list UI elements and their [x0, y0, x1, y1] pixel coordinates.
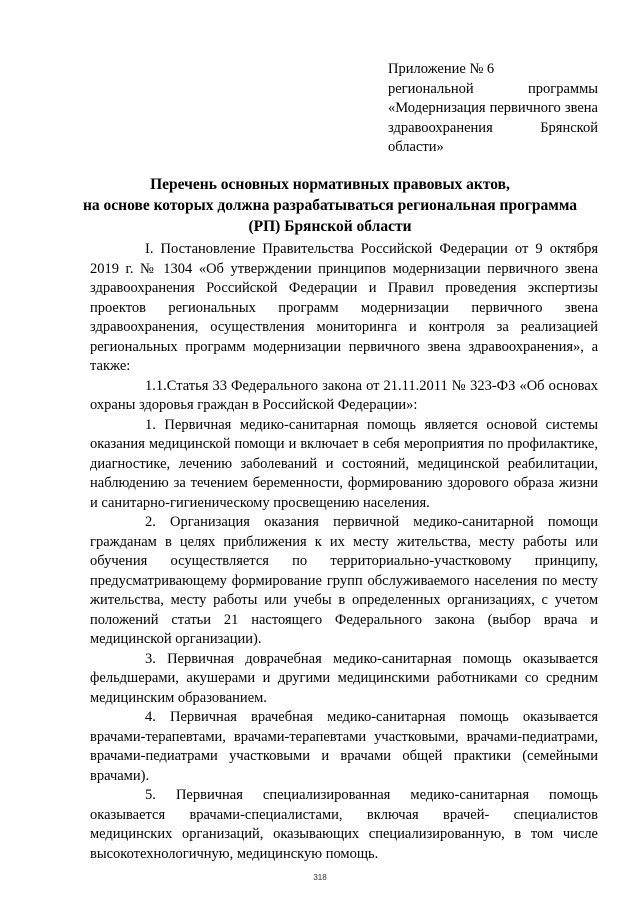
paragraph-article-33: 1.1.Статья 33 Федерального закона от 21.11.2011 № 323-ФЗ «Об основах охраны здоровья граждан в Российской Федерации»:	[90, 377, 598, 413]
document-title	[60, 174, 600, 237]
paragraph-item-1: 1. Первичная медико-санитарная помощь является основой системы оказания медицинской помощи и включает в себя мероприятия по профилактике, диагностике, лечению заболеваний и состояний, медицинской реабилитации, наблюдению за течением беременности, формированию здорового образа жизни и санитарно-гигиеническому просвещению населения.	[90, 416, 598, 511]
title-line-3: (РП) Брянской области	[248, 218, 412, 235]
paragraph-item-3: 3. Первичная доврачебная медико-санитарная помощь оказывается фельдшерами, акушерами и другими медицинскими работниками со средним медицинским образованием.	[90, 650, 598, 706]
paragraph-item-5: 5. Первичная специализированная медико-санитарная помощь оказывается врачами-специалистами, включая врачей- специалистов медицинских организаций, оказывающих специализированную, в том числе высокотехнологичную, медицинскую помощь.	[90, 787, 598, 862]
title-line-2: на основе которых должна разрабатываться региональная программа	[82, 197, 578, 214]
page-number: 318	[313, 873, 327, 882]
paragraph-decree-1304: I. Постановление Правительства Российской Федерации от 9 октября 2019 г. № 1304 «Об утверждении принципов модернизации первичного звена здравоохранения Российской Федерации и Правил проведения экспертизы проектов региональных программ модернизации первичного звена здравоохранения, осуществления мониторинга и контроля за реализацией региональных программ модернизации первичного звена здравоохранения», а также:	[90, 241, 598, 374]
paragraph-item-4: 4. Первичная врачебная медико-санитарная помощь оказывается врачами-терапевтами, врачами-терапевтами участковыми, врачами-педиатрами, врачами-педиатрами участковыми и врачами общей практики (семейными врачами).	[90, 709, 598, 784]
title-line-1: Перечень основных нормативных правовых актов,	[150, 176, 510, 193]
document-body	[90, 240, 598, 864]
appendix-number: Приложение № 6	[388, 61, 495, 77]
paragraph-item-2: 2. Организация оказания первичной медико-санитарной помощи гражданам в целях приближения к их месту жительства, месту работы или обучения осуществляется по территориально-участковому принципу, предусматривающему формирование групп обслуживаемого населения по месту жительства, месту работы или учебы в определенных организациях, с учетом положений статьи 21 настоящего Федерального закона (выбор врача и медицинской организации).	[90, 514, 598, 647]
appendix-block	[388, 60, 598, 158]
appendix-program-name: региональной программы «Модернизация первичного звена здравоохранения Брянской области»	[388, 80, 598, 155]
